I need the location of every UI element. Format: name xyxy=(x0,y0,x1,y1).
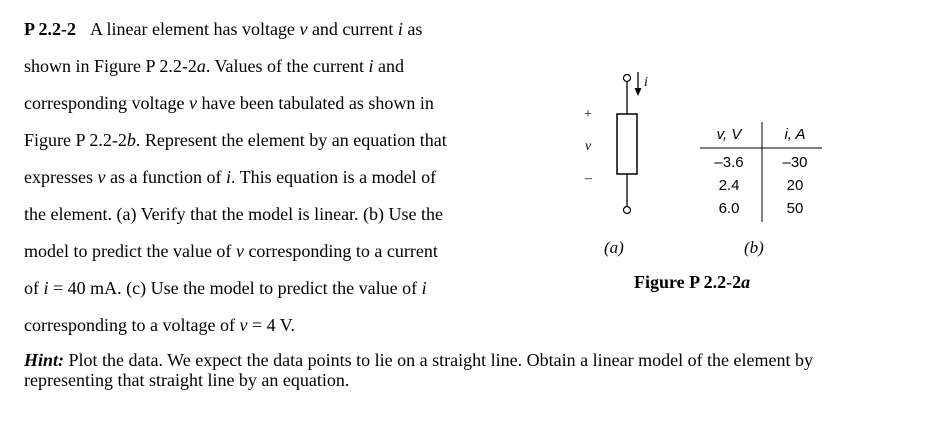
text-run: shown in Figure P 2.2-2 xyxy=(24,56,197,76)
text-run: = 4 V. xyxy=(247,315,295,335)
math-variable: i xyxy=(397,19,403,39)
voltage-label: v xyxy=(585,139,592,154)
text-run: have been tabulated as shown in xyxy=(196,93,434,113)
text-run: Figure P 2.2-2 xyxy=(24,130,127,150)
problem-line xyxy=(24,203,443,225)
math-variable: v xyxy=(188,93,197,113)
text-run: = 40 mA. (c) Use the model to predict the value of xyxy=(48,278,422,298)
current-arrow-head xyxy=(635,88,642,96)
text-run: A linear element has voltage xyxy=(90,19,300,39)
problem-line xyxy=(24,18,422,40)
bottom-terminal xyxy=(624,207,631,214)
problem-line xyxy=(24,129,447,151)
cell-current: –30 xyxy=(782,154,808,171)
text-run: corresponding to a current xyxy=(243,241,438,261)
text-run: . Represent the element by an equation that xyxy=(135,130,447,150)
math-variable: b xyxy=(126,130,136,150)
current-label: i xyxy=(644,75,648,90)
cell-voltage: 6.0 xyxy=(718,200,740,217)
math-variable: v xyxy=(299,19,308,39)
text-run: and current xyxy=(307,19,398,39)
element-body xyxy=(617,114,637,174)
problem-id: P 2.2-2 xyxy=(24,19,76,39)
text-run: as a function of xyxy=(105,167,226,187)
text-run: corresponding voltage xyxy=(24,93,189,113)
text-run: expresses xyxy=(24,167,98,187)
text-run: and xyxy=(373,56,404,76)
problem-line xyxy=(24,277,427,299)
text-run: model to predict the value of xyxy=(24,241,236,261)
text-run: corresponding to a voltage of xyxy=(24,315,240,335)
data-table xyxy=(700,122,830,232)
caption-b: (b) xyxy=(744,238,764,257)
math-variable: v xyxy=(239,315,248,335)
problem-line xyxy=(24,55,404,77)
text-run: of xyxy=(24,278,44,298)
text-run: the element. (a) Verify that the model is linear. (b) Use the xyxy=(24,204,444,224)
hint-label: Hint: xyxy=(24,350,65,370)
math-variable: v xyxy=(97,167,106,187)
cell-current: 50 xyxy=(786,200,804,217)
caption-a: (a) xyxy=(604,238,624,257)
text-run: as xyxy=(402,19,423,39)
text-run: . This equation is a model of xyxy=(230,167,437,187)
math-variable: a xyxy=(196,56,206,76)
cell-current: 20 xyxy=(786,177,804,194)
col-header-v: v, V xyxy=(716,126,742,143)
math-variable: i xyxy=(43,278,49,298)
top-terminal xyxy=(624,75,631,82)
math-variable: v xyxy=(235,241,244,261)
problem-line xyxy=(24,92,434,114)
problem-line xyxy=(24,166,436,188)
text-run: . Values of the current xyxy=(205,56,369,76)
problem-line xyxy=(24,240,438,262)
cell-voltage: 2.4 xyxy=(718,177,740,194)
figure-caption: Figure P 2.2-2a xyxy=(634,272,751,292)
plus-sign: + xyxy=(584,107,592,122)
math-variable: i xyxy=(421,278,427,298)
figure-a-circuit xyxy=(580,60,680,260)
cell-voltage: –3.6 xyxy=(714,154,744,171)
problem-line xyxy=(24,314,295,336)
math-variable: i xyxy=(368,56,374,76)
hint-text: Plot the data. We expect the data points to lie on a straight line. Obtain a linear model of the element by representing that straight line by an equation. xyxy=(24,350,814,390)
minus-sign: – xyxy=(585,171,592,186)
hint-paragraph xyxy=(24,350,884,390)
math-variable: i xyxy=(225,167,231,187)
col-header-i: i, A xyxy=(784,126,806,143)
